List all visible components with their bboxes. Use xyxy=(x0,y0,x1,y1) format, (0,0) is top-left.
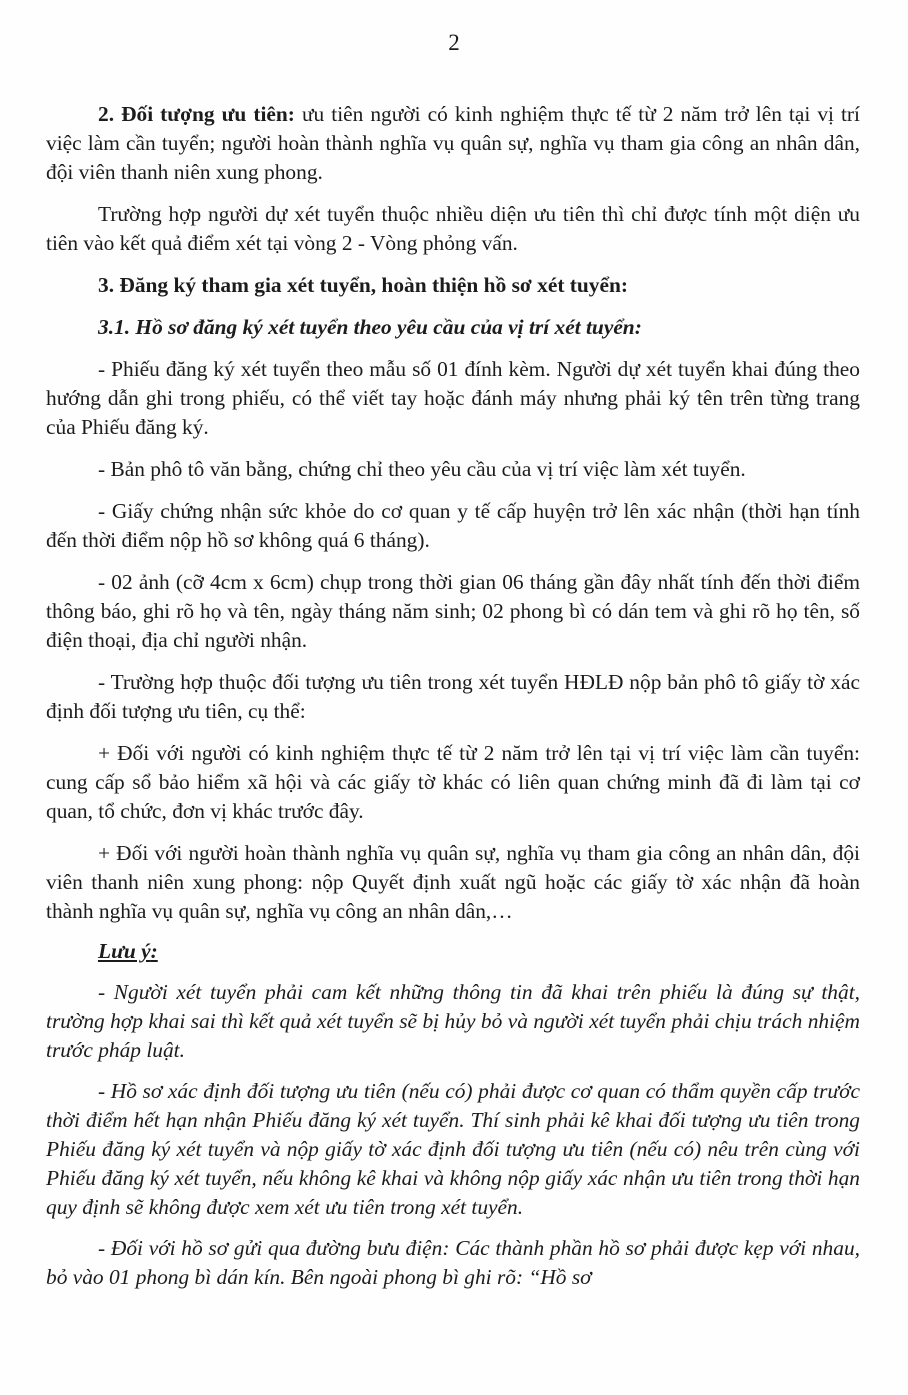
list-item-work-experience: + Đối với người có kinh nghiệm thực tế từ 2 năm trở lên tại vị trí việc làm cần tuyển: cung cấp sổ bảo hiểm xã hội và các giấy tờ khác có liên quan chứng minh đã đi làm tại cơ quan, tổ chức, đơn vị khác trước đây. xyxy=(46,741,860,823)
list-item-registration-form: - Phiếu đăng ký xét tuyển theo mẫu số 01 đính kèm. Người dự xét tuyển khai đúng theo hướng dẫn ghi trong phiếu, có thể viết tay hoặc đánh máy nhưng phải ký tên trên từng trang của Phiếu đăng ký. xyxy=(46,357,860,439)
document-body xyxy=(46,100,860,1304)
notes-label-colon: : xyxy=(150,939,158,963)
list-item-military-service: + Đối với người hoàn thành nghĩa vụ quân sự, nghĩa vụ tham gia công an nhân dân, đội viên thanh niên xung phong: nộp Quyết định xuất ngũ hoặc các giấy tờ xác nhận đã hoàn thành nghĩa vụ quân sự, nghĩa vụ công an nhân dân,… xyxy=(46,841,860,923)
note-item-postal-submission: - Đối với hồ sơ gửi qua đường bưu điện: Các thành phần hồ sơ phải được kẹp với nhau, bỏ vào 01 phong bì dán kín. Bên ngoài phong bì ghi rõ: “Hồ sơ xyxy=(46,1236,860,1289)
section-3-1-subheading: 3.1. Hồ sơ đăng ký xét tuyển theo yêu cầu của vị trí xét tuyển: xyxy=(98,315,642,339)
notes-label xyxy=(46,937,860,966)
section-2-label: 2. Đối tượng ưu tiên: xyxy=(98,102,295,126)
note-item-priority-docs: - Hồ sơ xác định đối tượng ưu tiên (nếu có) phải được cơ quan có thẩm quyền cấp trước thời điểm hết hạn nhận Phiếu đăng ký xét tuyển. Thí sinh phải kê khai đối tượng ưu tiên trong Phiếu đăng ký xét tuyển và nộp giấy tờ xác định đối tượng ưu tiên (nếu có) nêu trên cùng với Phiếu đăng ký xét tuyển, nếu không kê khai và không nộp giấy xác nhận ưu tiên trong thời hạn quy định sẽ không được xem xét ưu tiên trong xét tuyển. xyxy=(46,1079,860,1219)
section-2-priority-subjects xyxy=(46,100,860,187)
section-3-heading: 3. Đăng ký tham gia xét tuyển, hoàn thiện hồ sơ xét tuyển: xyxy=(98,273,629,297)
list-item-priority-documents: - Trường hợp thuộc đối tượng ưu tiên trong xét tuyển HĐLĐ nộp bản phô tô giấy tờ xác định đối tượng ưu tiên, cụ thể: xyxy=(46,670,860,723)
note-item-commitment: - Người xét tuyển phải cam kết những thông tin đã khai trên phiếu là đúng sự thật, trường hợp khai sai thì kết quả xét tuyển sẽ bị hủy bỏ và người xét tuyển phải chịu trách nhiệm trước pháp luật. xyxy=(46,980,860,1062)
list-item-diploma-copy: - Bản phô tô văn bằng, chứng chỉ theo yêu cầu của vị trí việc làm xét tuyển. xyxy=(98,457,746,481)
section-2-text: ưu tiên người có kinh nghiệm thực tế từ 2 năm trở lên tại vị trí việc làm cần tuyển; người hoàn thành nghĩa vụ quân sự, nghĩa vụ tham gia công an nhân dân, đội viên thanh niên xung phong. xyxy=(46,102,860,184)
list-item-photos-envelopes: - 02 ảnh (cỡ 4cm x 6cm) chụp trong thời gian 06 tháng gần đây nhất tính đến thời điểm thông báo, ghi rõ họ và tên, ngày tháng năm sinh; 02 phong bì có dán tem và ghi rõ họ tên, số điện thoại, địa chỉ người nhận. xyxy=(46,570,860,652)
section-2-note: Trường hợp người dự xét tuyển thuộc nhiều diện ưu tiên thì chỉ được tính một diện ưu tiên vào kết quả điểm xét tại vòng 2 - Vòng phỏng vấn. xyxy=(46,202,860,255)
notes-label-text: Lưu ý xyxy=(98,939,151,963)
list-item-health-certificate: - Giấy chứng nhận sức khỏe do cơ quan y tế cấp huyện trở lên xác nhận (thời hạn tính đến thời điểm nộp hồ sơ không quá 6 tháng). xyxy=(46,499,860,552)
page-number: 2 xyxy=(448,30,460,55)
